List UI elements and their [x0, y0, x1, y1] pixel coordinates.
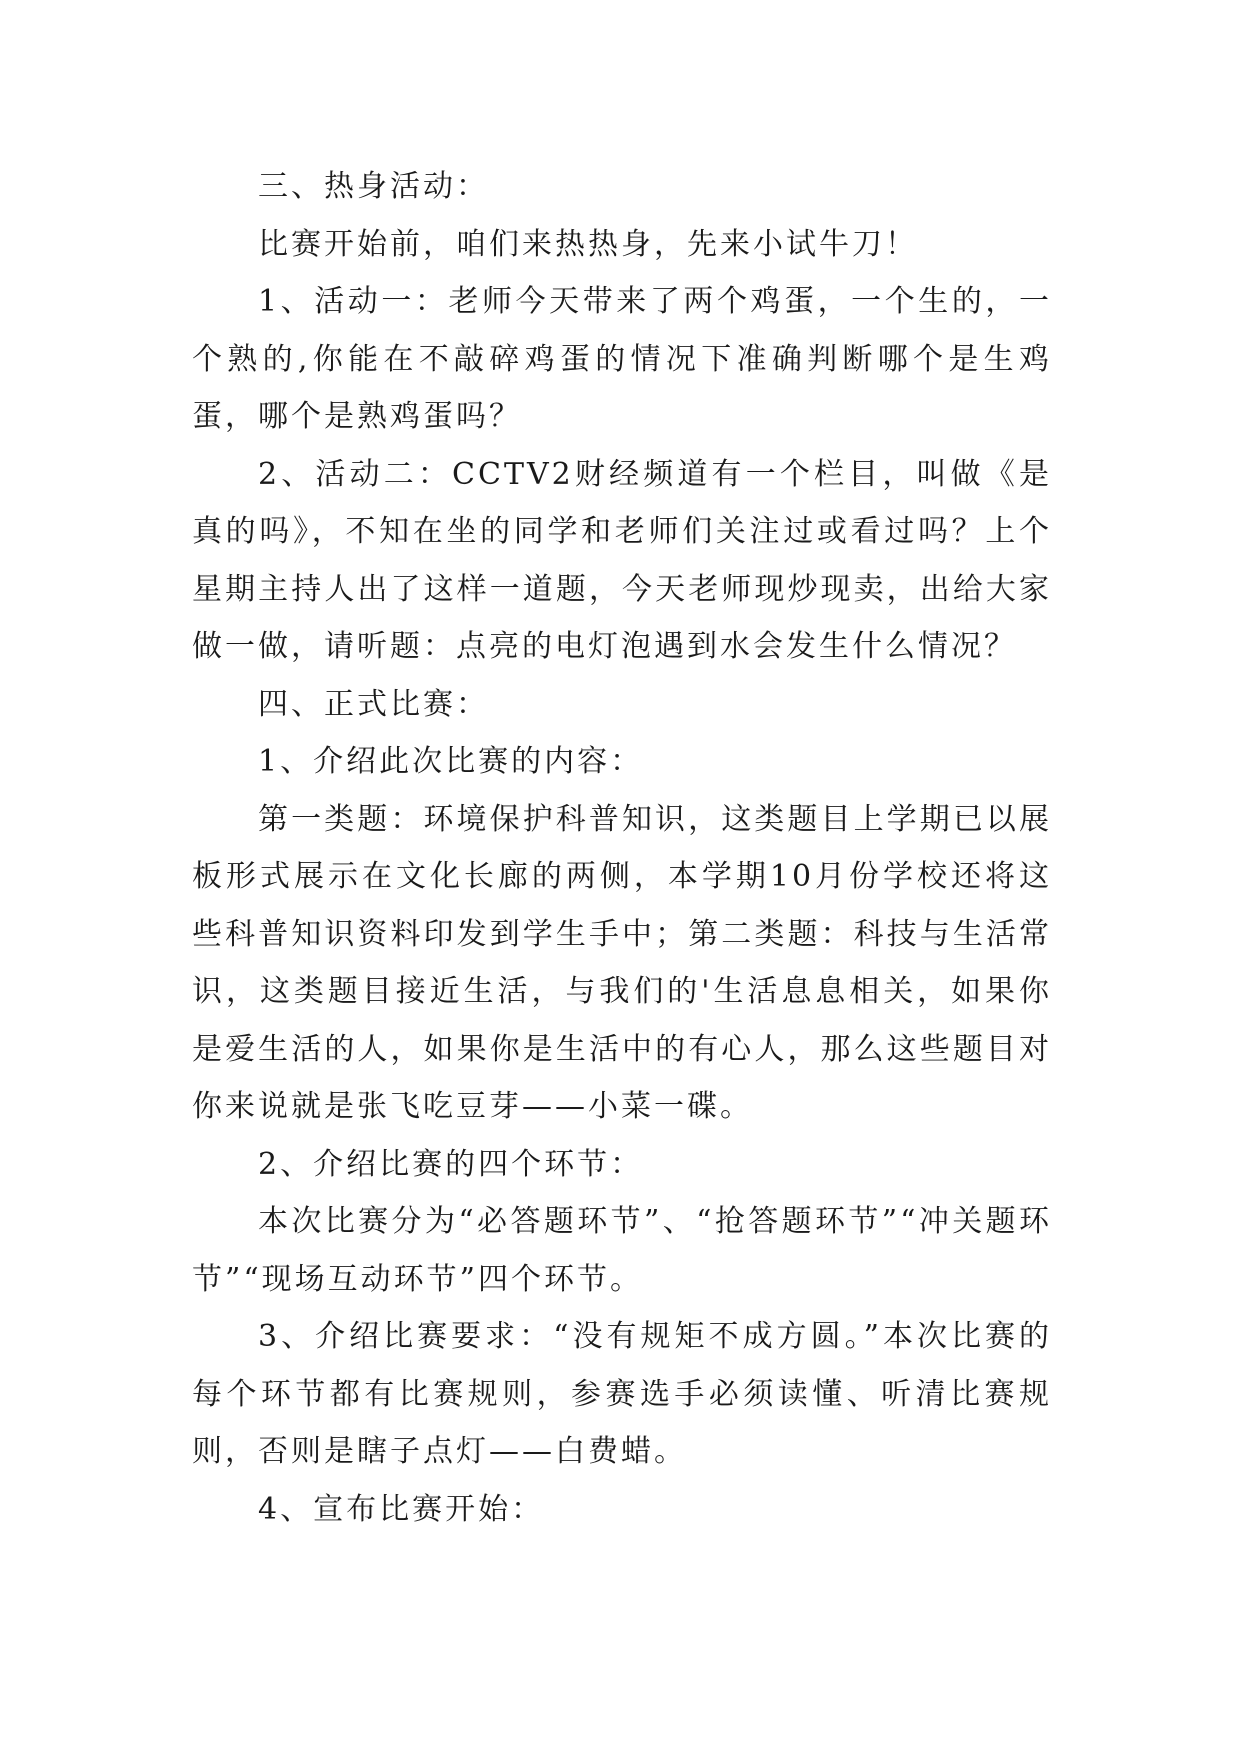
heading-warmup: 三、热身活动：	[258, 169, 489, 204]
paragraph-item-2: 2、介绍比赛的四个环节：	[258, 1146, 644, 1182]
paragraph-item-3-rules: 3、介绍比赛要求：“没有规矩不成方圆。”本次比赛的每个环节都有比赛规则，参赛选手必须读懂、听清比赛规则，否则是瞎子点灯——白费蜡。	[192, 1319, 1052, 1469]
paragraph-intro: 比赛开始前，咱们来热热身，先来小试牛刀！	[258, 226, 918, 262]
paragraph-question-types: 第一类题：环境保护科普知识，这类题目上学期已以展板形式展示在文化长廊的两侧，本学期10月份学校还将这些科普知识资料印发到学生手中；第二类题：科技与生活常识，这类题目接近生活，与我们的'生活息息相关，如果你是爱生活的人，如果你是生活中的有心人，那么这些题目对你来说就是张飞吃豆芽——小菜一碟。	[192, 801, 1052, 1124]
paragraph-activity-2: 2、活动二：CCTV2财经频道有一个栏目，叫做《是真的吗》，不知在坐的同学和老师们关注过或看过吗？上个星期主持人出了这样一道题，今天老师现炒现卖，出给大家做一做，请听题：点亮的电灯泡遇到水会发生什么情况？	[192, 456, 1052, 664]
paragraph-item-4: 4、宣布比赛开始：	[258, 1491, 545, 1527]
document-body	[192, 158, 1052, 1538]
paragraph-four-sections: 本次比赛分为“必答题环节”、“抢答题环节”“冲关题环节”“现场互动环节”四个环节。	[192, 1204, 1052, 1297]
paragraph-item-1: 1、介绍此次比赛的内容：	[258, 744, 644, 779]
heading-formal-contest: 四、正式比赛：	[258, 686, 489, 722]
paragraph-activity-1: 1、活动一：老师今天带来了两个鸡蛋，一个生的，一个熟的,你能在不敲碎鸡蛋的情况下准确判断哪个是生鸡蛋，哪个是熟鸡蛋吗？	[192, 284, 1052, 434]
